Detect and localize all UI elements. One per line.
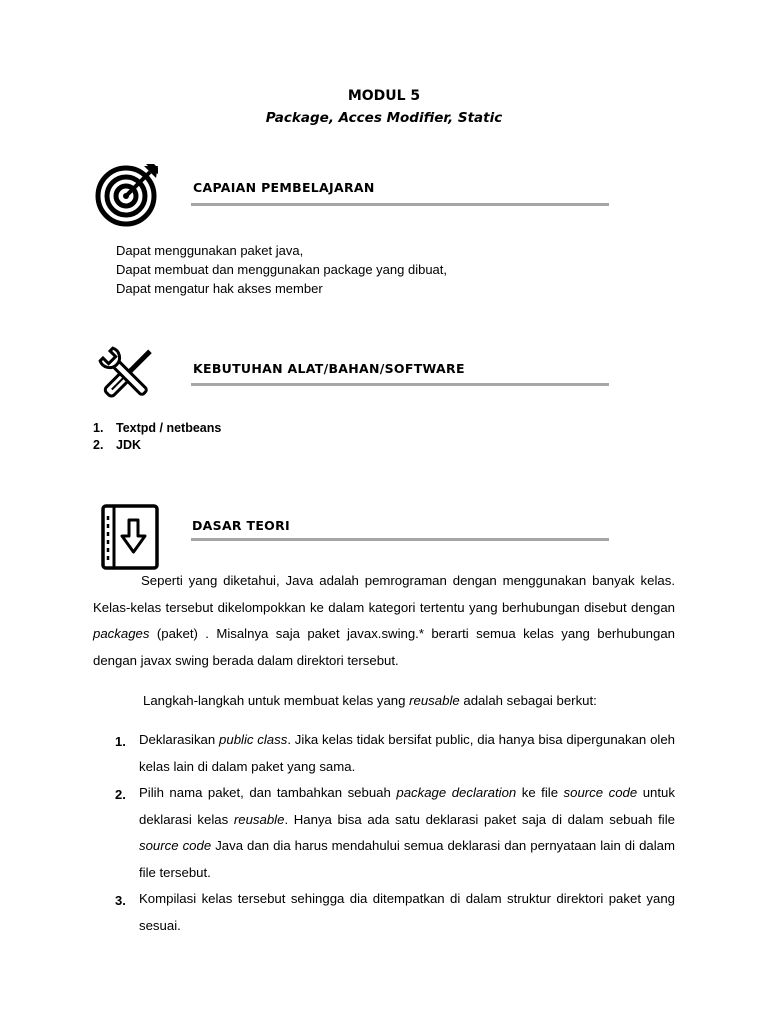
section-heading-dasar-teori: DASAR TEORI xyxy=(192,518,290,533)
book-download-icon xyxy=(100,504,160,570)
requirement-number: 2. xyxy=(93,438,104,452)
paragraph-intro: Seperti yang diketahui, Java adalah pemrograman dengan menggunakan banyak kelas. Kelas-kelas tersebut dikelompokkan ke dalam kategori tertentu yang berhubungan disebut dengan packages (paket) . Misalnya saja paket javax.swing.* berarti semua kelas yang berhubungan dengan javax swing berada dalam direktori tersebut. xyxy=(93,573,675,668)
section-divider xyxy=(191,203,609,206)
section-heading-capaian: CAPAIAN PEMBELAJARAN xyxy=(193,180,375,195)
paragraph-steps-intro: Langkah-langkah untuk membuat kelas yang reusable adalah sebagai berkut: xyxy=(143,693,597,708)
section-divider xyxy=(191,383,609,386)
tools-icon xyxy=(94,344,160,406)
module-subtitle: Package, Acces Modifier, Static xyxy=(265,110,503,126)
requirement-item: Textpd / netbeans xyxy=(116,421,222,435)
step-number: 1. xyxy=(115,734,126,749)
learning-outcome-line: Dapat membuat dan menggunakan package yang dibuat, xyxy=(116,262,448,277)
step-number: 3. xyxy=(115,893,126,908)
requirement-number: 1. xyxy=(93,421,104,435)
learning-outcome-line: Dapat mengatur hak akses member xyxy=(116,281,323,296)
step-item: Deklarasikan public class. Jika kelas tidak bersifat public, dia hanya bisa dipergunakan oleh kelas lain di dalam paket yang sama. xyxy=(139,732,675,774)
section-heading-kebutuhan: KEBUTUHAN ALAT/BAHAN/SOFTWARE xyxy=(193,361,465,376)
requirement-item: JDK xyxy=(116,438,142,452)
learning-outcome-line: Dapat menggunakan paket java, xyxy=(116,243,304,258)
step-item: Pilih nama paket, dan tambahkan sebuah package declaration ke file source code untuk deklarasi kelas reusable. Hanya bisa ada satu deklarasi paket saja di dalam sebuah file source code Java dan dia harus mendahului semua deklarasi dan pernyataan lain di dalam file tersebut. xyxy=(139,785,675,880)
step-number: 2. xyxy=(115,787,126,802)
step-item: Kompilasi kelas tersebut sehingga dia ditempatkan di dalam struktur direktori paket yang sesuai. xyxy=(139,891,675,933)
module-title: MODUL 5 xyxy=(347,88,421,104)
target-icon xyxy=(94,160,162,228)
section-divider xyxy=(191,538,609,541)
